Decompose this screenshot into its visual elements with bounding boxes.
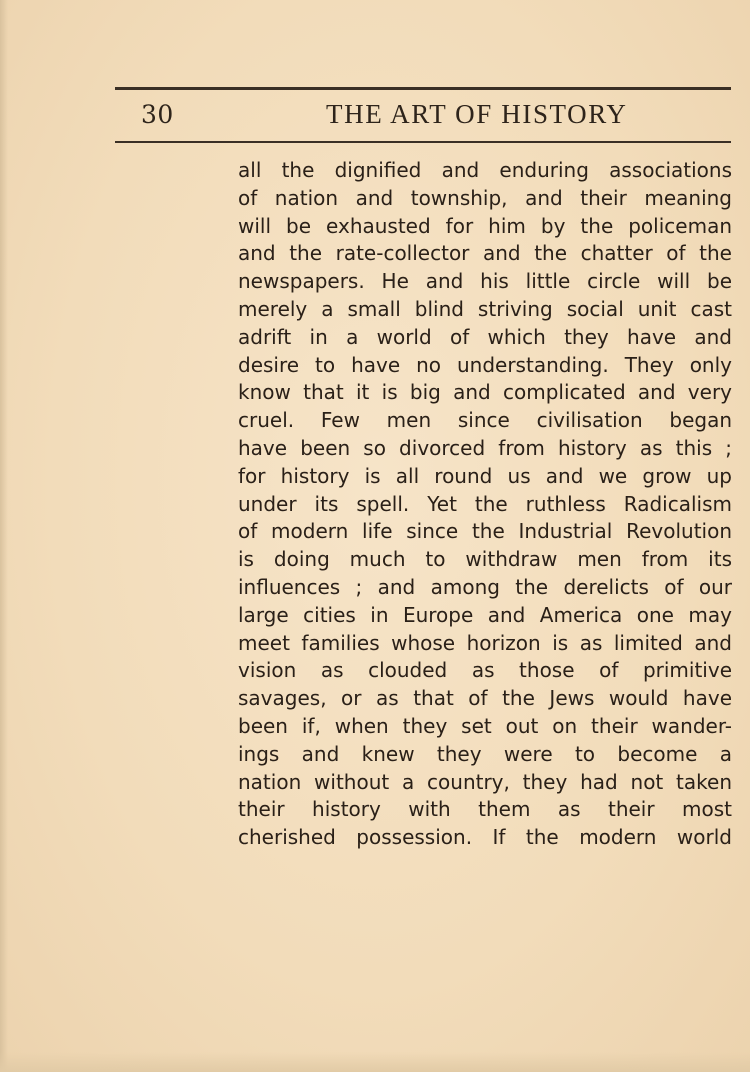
text-line: adrift in a world of which they have and (238, 324, 732, 349)
text-line: their history with them as their most (238, 797, 732, 822)
text-line: desire to have no understanding. They only (238, 352, 732, 377)
text-line: and the rate-collector and the chatter of the (238, 241, 732, 266)
text-line: newspapers. He and his little circle will be (238, 269, 732, 294)
text-line: for history is all round us and we grow up (238, 463, 732, 488)
text-line: nation without a country, they had not taken (238, 769, 732, 794)
page-edge-shadow (0, 0, 8, 1072)
text-line: merely a small blind striving social unit cast (238, 296, 732, 321)
text-line: cherished possession. If the modern world (238, 825, 732, 850)
text-line: ings and knew they were to become a (238, 741, 732, 766)
text-line: influences ; and among the derelicts of our (238, 574, 732, 599)
text-line: have been so divorced from history as this ; (238, 435, 732, 460)
text-line: been if, when they set out on their wander- (238, 713, 732, 738)
text-line: all the dignified and enduring associations (238, 158, 732, 182)
text-line: cruel. Few men since civilisation began (238, 408, 732, 433)
text-line: under its spell. Yet the ruthless Radicalism (238, 491, 732, 516)
text-line: know that it is big and complicated and very (238, 380, 732, 405)
text-line: of nation and township, and their meaning (238, 185, 732, 210)
text-line: is doing much to withdraw men from its (238, 547, 732, 572)
text-line: large cities in Europe and America one may (238, 602, 732, 627)
header-rule-top (115, 87, 731, 90)
text-line: will be exhausted for him by the policeman (238, 213, 732, 238)
page-bottom-shadow (0, 1052, 750, 1072)
text-line: meet families whose horizon is as limited and (238, 630, 732, 655)
text-line: savages, or as that of the Jews would have (238, 686, 732, 711)
text-line: of modern life since the Industrial Revolution (238, 519, 732, 544)
text-line: vision as clouded as those of primitive (238, 658, 732, 683)
body-text (238, 157, 732, 852)
page-number: 30 (141, 100, 174, 129)
running-title: THE ART OF HISTORY (326, 99, 628, 129)
header-rule-bottom (115, 141, 731, 143)
